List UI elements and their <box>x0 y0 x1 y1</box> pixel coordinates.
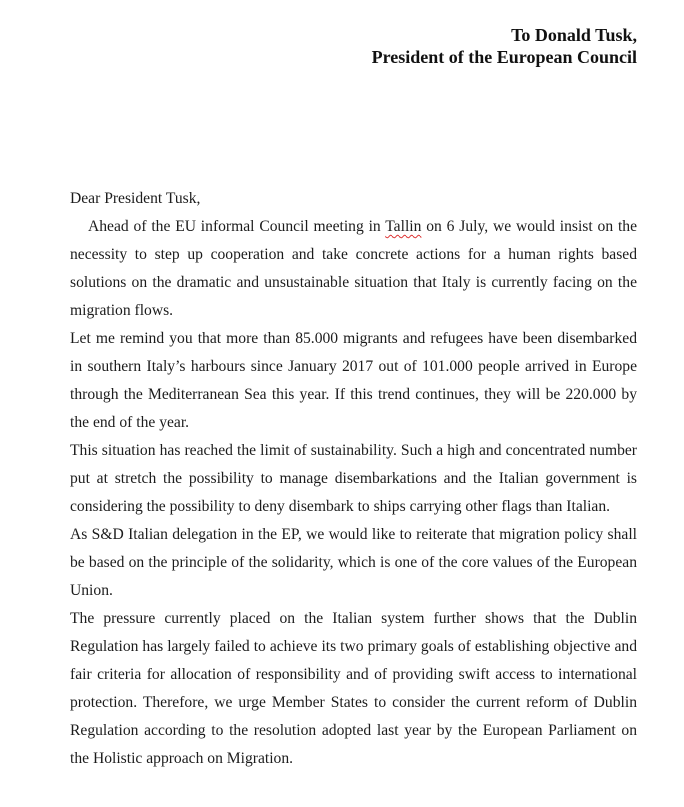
paragraph-4: As S&D Italian delegation in the EP, we would like to reiterate that migration policy shall be based on the principle of the solidarity, which is one of the core values of the European Union. <box>70 526 637 599</box>
paragraph-2: Let me remind you that more than 85.000 migrants and refugees have been disembarked in southern Italy’s harbours since January 2017 out of 101.000 people arrived in Europe through the Mediterranean Sea this year. If this trend continues, they will be 220.000 by the end of the year. <box>70 330 637 431</box>
paragraph-3: This situation has reached the limit of sustainability. Such a high and concentrated number put at stretch the possibility to manage disembarkations and the Italian government is considering the possibility to deny disembark to ships carrying other flags than Italian. <box>70 442 637 515</box>
paragraph-1-pre: Ahead of the EU informal Council meeting in <box>88 218 386 235</box>
paragraph-1 <box>70 213 637 325</box>
paragraph-5: The pressure currently placed on the Italian system further shows that the Dublin Regulation has largely failed to achieve its two primary goals of establishing objective and fair criteria for allocation of responsibility and of providing swift access to international protection. Therefore, we urge Member States to consider the current reform of Dublin Regulation according to the resolution adopted last year by the European Parliament on the Holistic approach on Migration. <box>70 610 637 767</box>
addressee-block <box>372 24 637 68</box>
salutation: Dear President Tusk, <box>70 190 201 207</box>
paragraph-1-post: on 6 July, we would insist on the necessity to step up cooperation and take concrete actions for a human rights based solutions on the dramatic and unsustainable situation that Italy is currently facing on the migration flows. <box>70 218 637 319</box>
addressee-title: President of the European Council <box>371 47 637 67</box>
spellcheck-flagged-word[interactable]: Tallin <box>385 218 422 235</box>
letter-body <box>70 185 637 773</box>
addressee-name: To Donald Tusk, <box>511 25 637 45</box>
